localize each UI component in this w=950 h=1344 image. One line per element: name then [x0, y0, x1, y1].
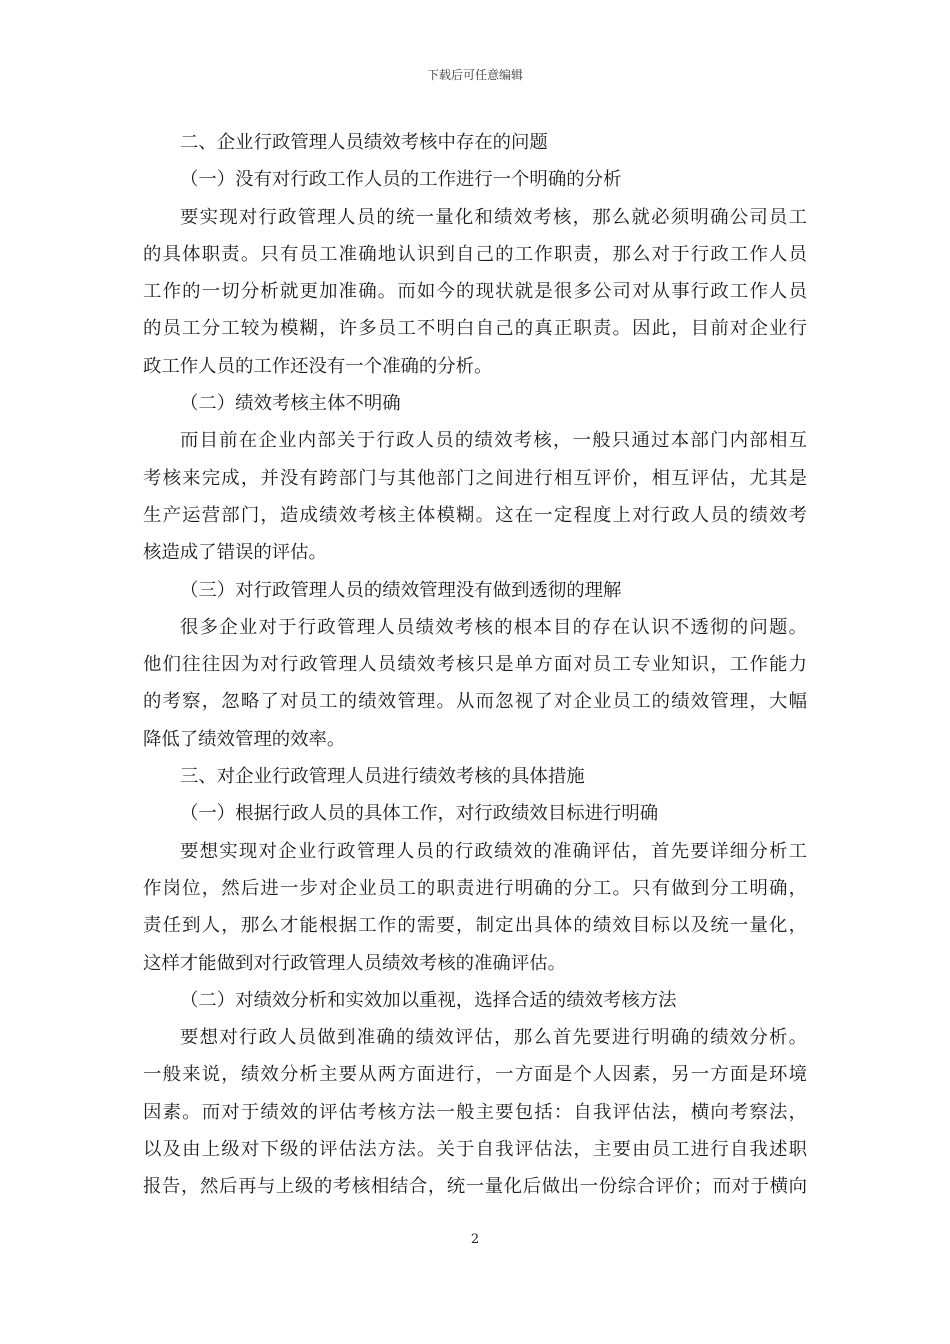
section-heading: 三、对企业行政管理人员进行绩效考核的具体措施 — [180, 766, 585, 788]
paragraph-line: 要实现对行政管理人员的统一量化和绩效考核，那么就必须明确公司员工 — [180, 206, 807, 228]
paragraph-line: 因素。而对于绩效的评估考核方法一般主要包括：自我评估法，横向考察法， — [143, 1101, 807, 1123]
page-number: 2 — [470, 1232, 480, 1247]
paragraph-line: 要想实现对企业行政管理人员的行政绩效的准确评估，首先要详细分析工 — [180, 840, 807, 862]
subsection-heading: （三）对行政管理人员的绩效管理没有做到透彻的理解 — [180, 579, 622, 601]
paragraph-line: 报告，然后再与上级的考核相结合，统一量化后做出一份综合评价；而对于横向 — [143, 1176, 807, 1198]
subsection-heading: （二）绩效考核主体不明确 — [180, 393, 401, 415]
paragraph-line: 政工作人员的工作还没有一个准确的分析。 — [143, 355, 493, 377]
section-heading: 二、企业行政管理人员绩效考核中存在的问题 — [180, 132, 548, 153]
paragraph-line: 核造成了错误的评估。 — [143, 542, 327, 564]
subsection-heading: （一）没有对行政工作人员的工作进行一个明确的分析 — [180, 169, 622, 191]
paragraph-line: 很多企业对于行政管理人员绩效考核的根本目的存在认识不透彻的问题。 — [180, 616, 807, 638]
subsection-heading: （二）对绩效分析和实效加以重视，选择合适的绩效考核方法 — [180, 989, 677, 1011]
paragraph-line: 一般来说，绩效分析主要从两方面进行，一方面是个人因素，另一方面是环境 — [143, 1064, 807, 1086]
paragraph-line: 的考察，忽略了对员工的绩效管理。从而忽视了对企业员工的绩效管理，大幅 — [143, 691, 807, 713]
paragraph-line: 的具体职责。只有员工准确地认识到自己的工作职责，那么对于行政工作人员 — [143, 243, 807, 265]
paragraph-line: 以及由上级对下级的评估法方法。关于自我评估法，主要由员工进行自我述职 — [143, 1139, 807, 1161]
paragraph-line: 要想对行政人员做到准确的绩效评估，那么首先要进行明确的绩效分析。 — [180, 1027, 807, 1049]
paragraph-line: 生产运营部门，造成绩效考核主体模糊。这在一定程度上对行政人员的绩效考 — [143, 504, 807, 526]
page-header-note: 下载后可任意编辑 — [426, 68, 523, 82]
paragraph-line: 的员工分工较为模糊，许多员工不明白自己的真正职责。因此，目前对企业行 — [143, 318, 807, 340]
paragraph-line: 他们往往因为对行政管理人员绩效考核只是单方面对员工专业知识，工作能力 — [143, 654, 807, 676]
paragraph-line: 降低了绩效管理的效率。 — [143, 728, 346, 750]
subsection-heading: （一）根据行政人员的具体工作，对行政绩效目标进行明确 — [180, 803, 659, 825]
paragraph-line: 责任到人，那么才能根据工作的需要，制定出具体的绩效目标以及统一量化， — [143, 915, 807, 937]
paragraph-line: 作岗位，然后进一步对企业员工的职责进行明确的分工。只有做到分工明确， — [143, 877, 807, 899]
paragraph-line: 考核来完成，并没有跨部门与其他部门之间进行相互评价，相互评估，尤其是 — [143, 467, 807, 489]
document-body — [143, 124, 807, 1206]
paragraph-line: 工作的一切分析就更加准确。而如今的现状就是很多公司对从事行政工作人员 — [143, 281, 807, 303]
paragraph-line: 这样才能做到对行政管理人员绩效考核的准确评估。 — [143, 952, 566, 974]
paragraph-line: 而目前在企业内部关于行政人员的绩效考核，一般只通过本部门内部相互 — [180, 430, 807, 452]
